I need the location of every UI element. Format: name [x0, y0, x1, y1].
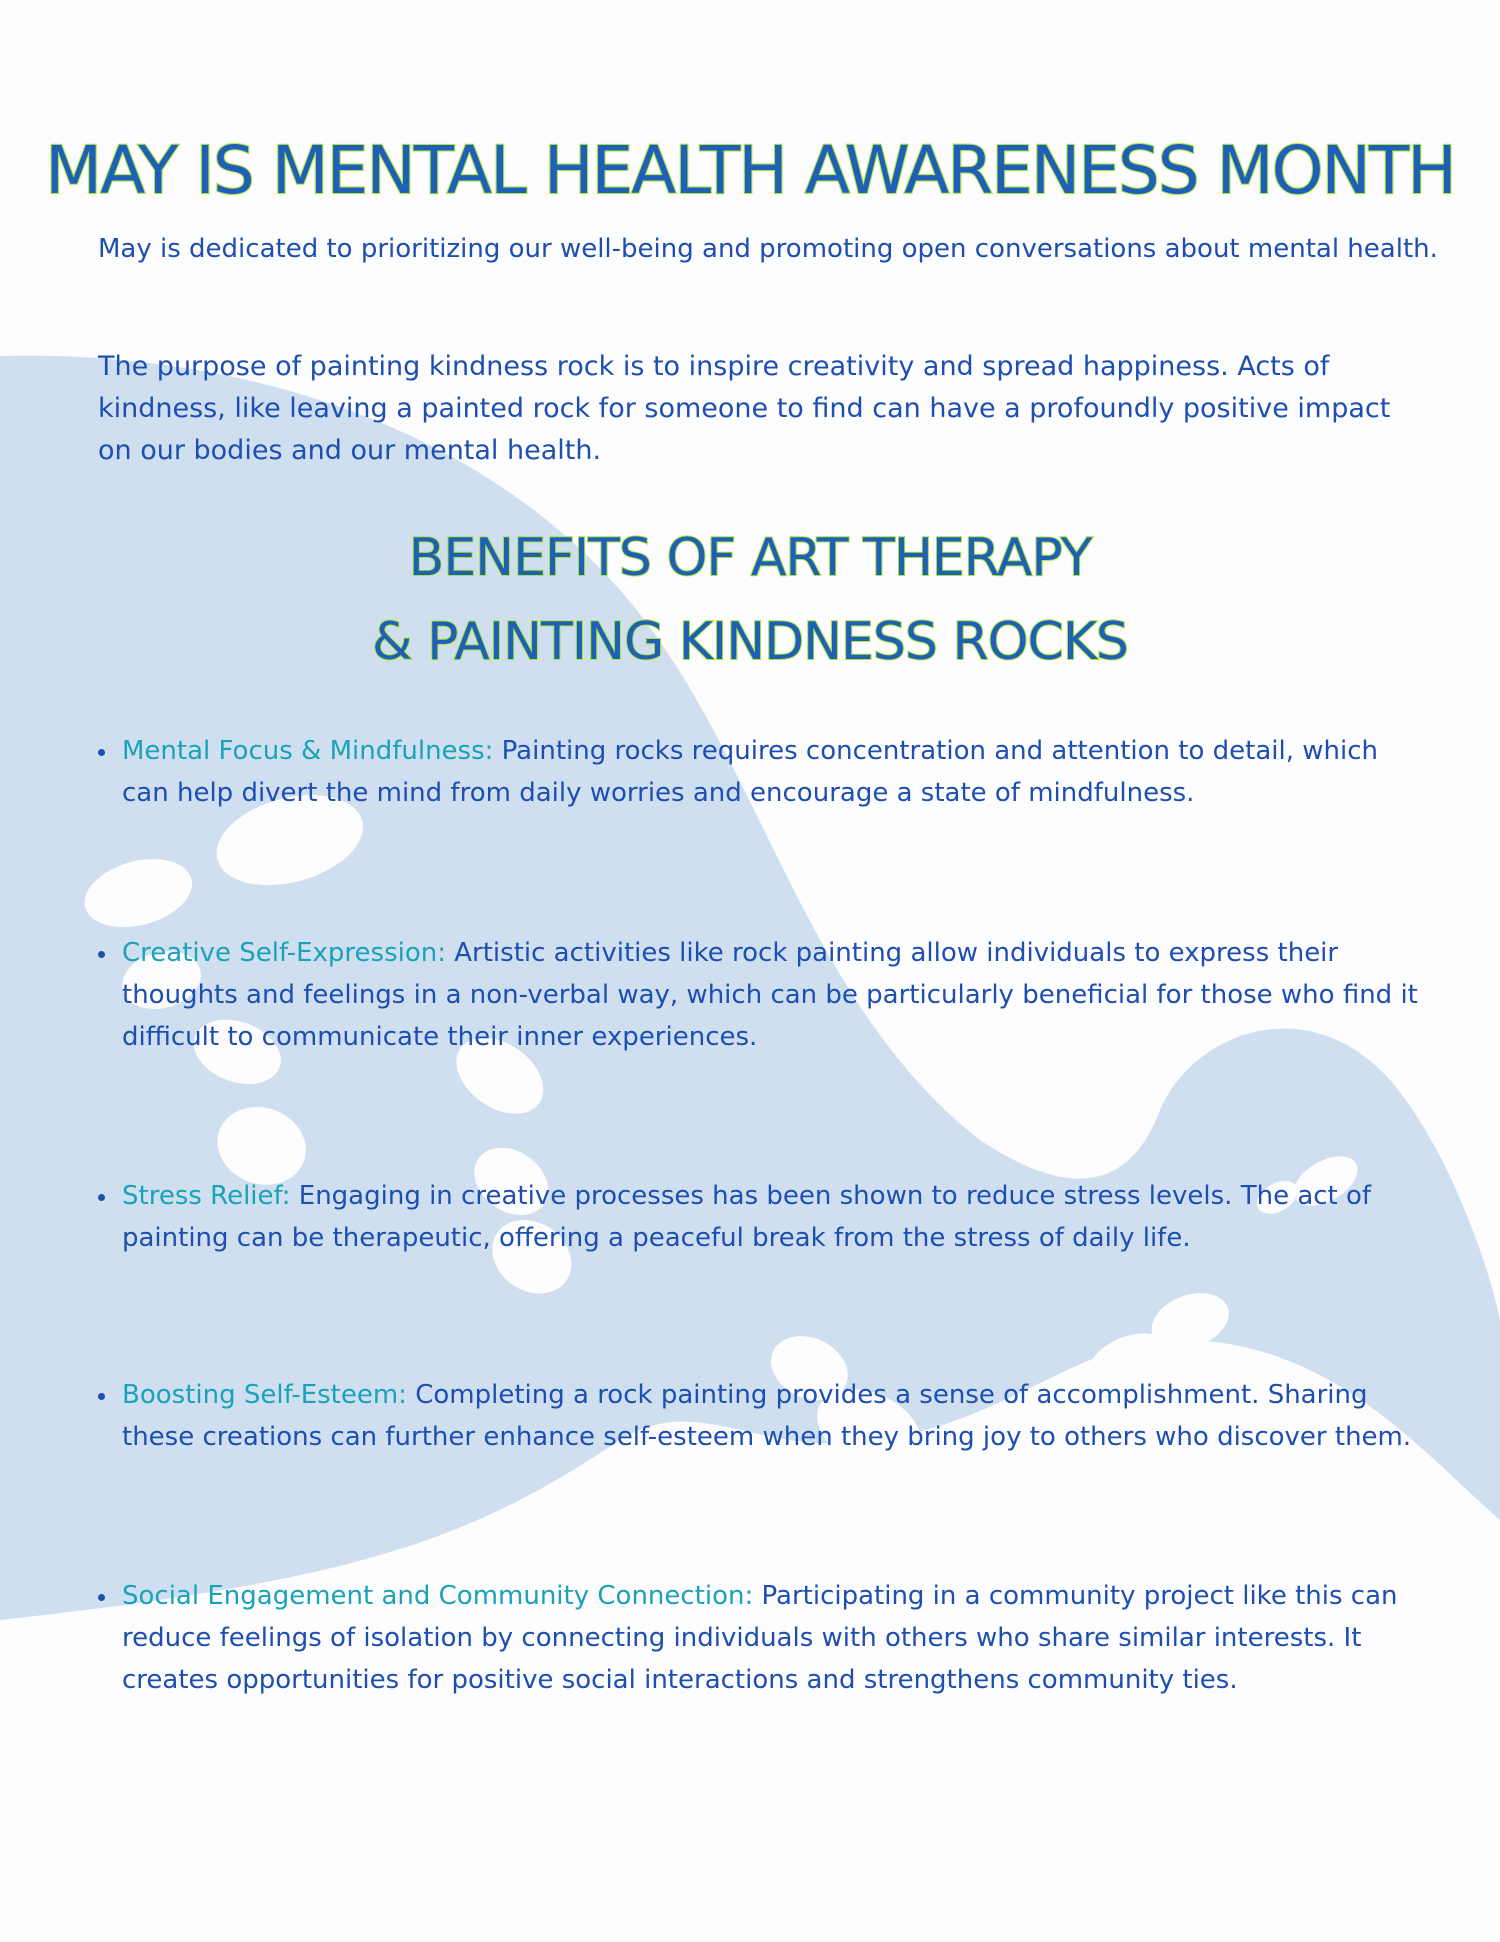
benefits-heading — [0, 516, 1500, 684]
benefit-item — [122, 932, 1422, 1058]
benefit-text: Participating in a community project like this can reduce feelings of isolation by connecting individuals with others who share similar interests. It creates opportunities for positive social interactions and strengthens community ties. — [122, 1581, 1398, 1695]
benefit-term: Mental Focus & Mindfulness: — [122, 736, 494, 766]
benefit-text: Artistic activities like rock painting allow individuals to express their thoughts and feelings in a non-verbal way, which can be particularly beneficial for those who find it difficult to communicate their inner experiences. — [122, 938, 1418, 1052]
intro-paragraph: May is dedicated to prioritizing our well-being and promoting open conversations about mental health. — [98, 234, 1438, 264]
benefit-term: Boosting Self-Esteem: — [122, 1380, 407, 1410]
benefits-heading-line-2: & PAINTING KINDNESS ROCKS — [372, 612, 1128, 672]
benefit-term: Creative Self-Expression: — [122, 938, 446, 968]
purpose-paragraph: The purpose of painting kindness rock is to inspire creativity and spread happiness. Acts of kindness, like leaving a painted rock for someone to find can have a profoundly positive impact on our bodies and our mental health. — [98, 351, 1391, 466]
benefit-item — [122, 1374, 1422, 1458]
benefit-text: Completing a rock painting provides a sense of accomplishment. Sharing these creations can further enhance self-esteem when they bring joy to others who discover them. — [122, 1380, 1412, 1452]
benefits-heading-line-1: BENEFITS OF ART THERAPY — [408, 528, 1092, 588]
benefit-text: Painting rocks requires concentration and attention to detail, which can help divert the mind from daily worries and encourage a state of mindfulness. — [122, 736, 1379, 808]
benefit-item — [122, 1575, 1422, 1701]
benefit-item — [122, 730, 1422, 814]
page-title: MAY IS MENTAL HEALTH AWARENESS MONTH — [45, 132, 1455, 209]
benefit-term: Stress Relief: — [122, 1181, 291, 1211]
benefit-text: Engaging in creative processes has been shown to reduce stress levels. The act of painting can be therapeutic, offering a peaceful break from the stress of daily life. — [122, 1181, 1372, 1253]
benefit-term: Social Engagement and Community Connection: — [122, 1581, 754, 1611]
benefit-item — [122, 1175, 1422, 1259]
